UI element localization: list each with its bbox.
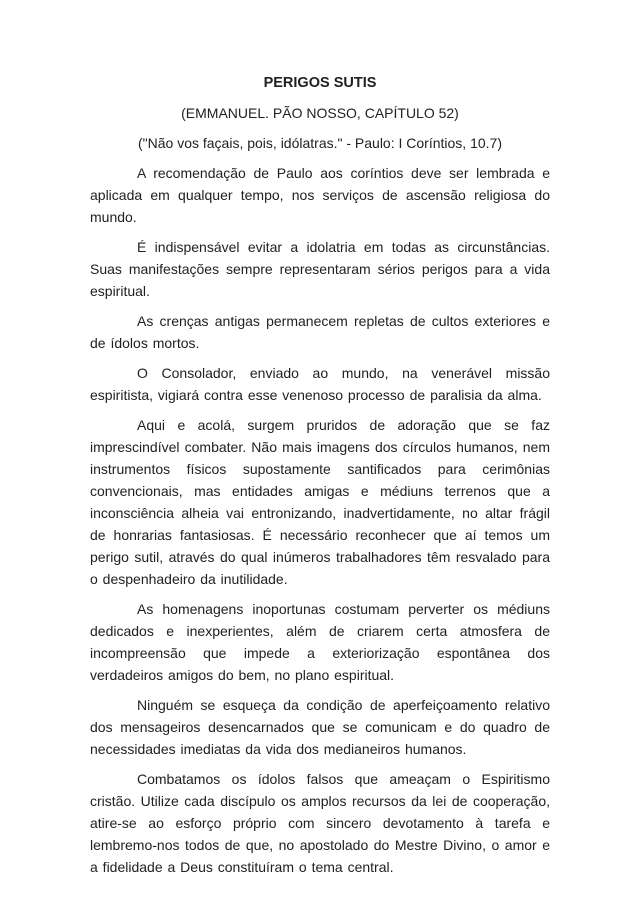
- paragraph: Aqui e acolá, surgem pruridos de adoração que se faz imprescindível combater. Não mais imagens dos círculos humanos, nem instrumentos físicos supostamente santificados para cerimônias convencionais, mas entidades amigas e médiuns terrenos que a inconsciência alheia vai entronizando, inadvertidamente, no altar frágil de honrarias fantasiosas. É necessário reconhecer que aí temos um perigo sutil, através do qual inúmeros trabalhadores têm resvalado para o despenhadeiro da inutilidade.: [90, 417, 550, 587]
- paragraph: O Consolador, enviado ao mundo, na venerável missão espiritista, vigiará contra esse venenoso processo de paralisia da alma.: [90, 365, 550, 403]
- paragraph: A recomendação de Paulo aos coríntios deve ser lembrada e aplicada em qualquer tempo, nos serviços de ascensão religiosa do mundo.: [90, 165, 550, 225]
- paragraph: Combatamos os ídolos falsos que ameaçam o Espiritismo cristão. Utilize cada discípulo os amplos recursos da lei de cooperação, atire-se ao esforço próprio com sincero devotamento à tarefa e lembremo-nos todos de que, no apostolado do Mestre Divino, o amor e a fidelidade a Deus constituíram o tema central.: [90, 771, 550, 875]
- paragraph: As homenagens inoportunas costumam perverter os médiuns dedicados e inexperientes, além de criarem certa atmosfera de incompreensão que impede a exteriorização espontânea dos verdadeiros amigos do bem, no plano espiritual.: [90, 601, 550, 683]
- paragraph: É indispensável evitar a idolatria em todas as circunstâncias. Suas manifestações sempre representaram sérios perigos para a vida espiritual.: [90, 239, 550, 299]
- document-subtitle: (EMMANUEL. PÃO NOSSO, CAPÍTULO 52): [181, 105, 459, 121]
- paragraph: As crenças antigas permanecem repletas de cultos exteriores e de ídolos mortos.: [90, 313, 550, 351]
- document-epigraph: ("Não vos façais, pois, idólatras." - Paulo: I Coríntios, 10.7): [138, 135, 502, 151]
- paragraph: Ninguém se esqueça da condição de aperfeiçoamento relativo dos mensageiros desencarnados que se comunicam e do quadro de necessidades imediatas da vida dos medianeiros humanos.: [90, 697, 550, 757]
- document-title: PERIGOS SUTIS: [263, 75, 377, 91]
